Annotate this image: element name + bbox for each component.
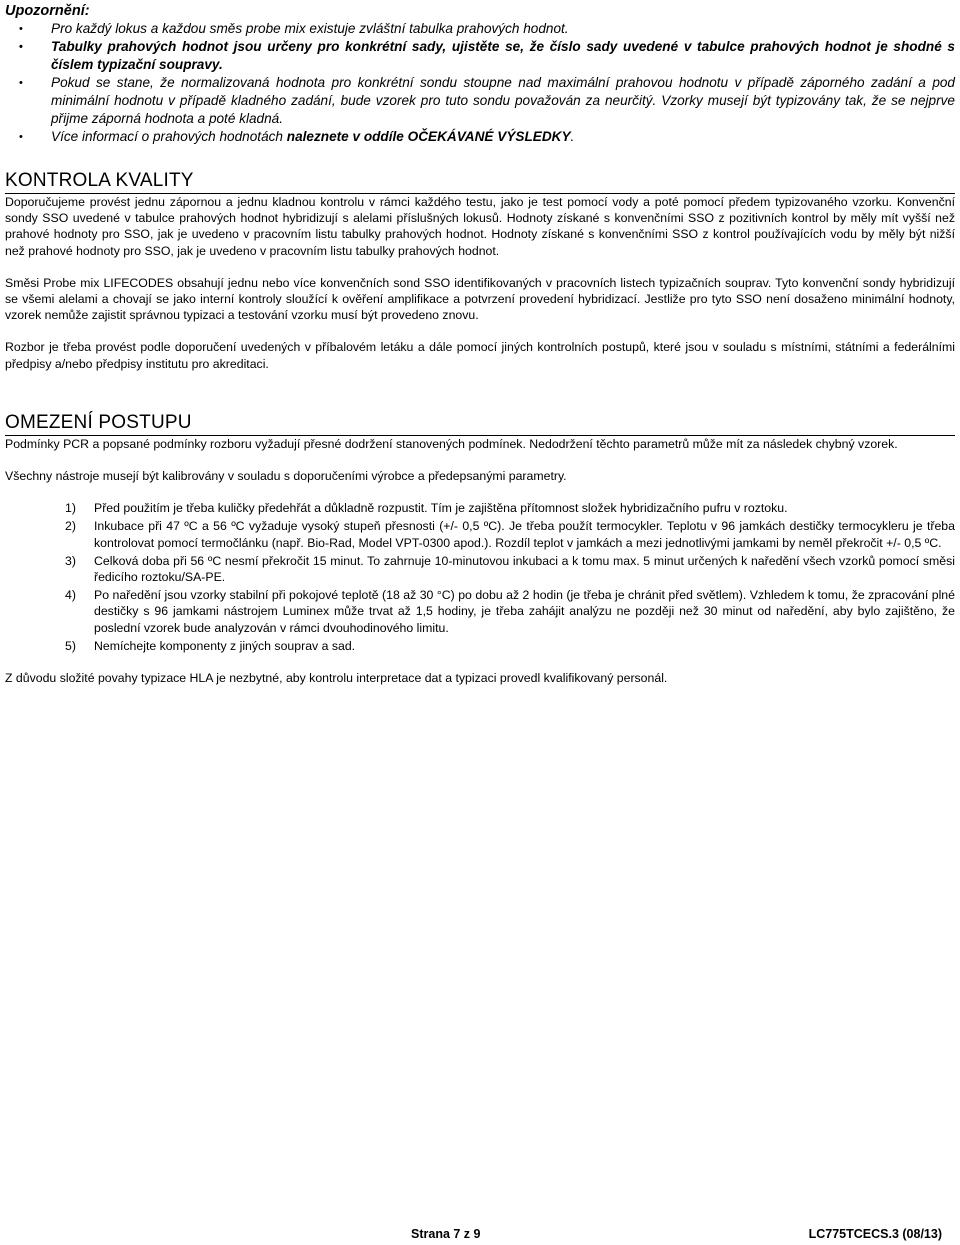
bullet-icon: • bbox=[19, 131, 23, 143]
notice-title: Upozornění: bbox=[5, 3, 90, 19]
paragraph: Doporučujeme provést jednu zápornou a jednu kladnou kontrolu v rámci každého testu, jako je test pomocí vody a poté pomocí předem typizovaného vzorku. Konvenční sondy SSO uvedené v tabulce prahových hodnot hybridizují s alelami příslušných lokusů. Hodnoty získané s konvenčními SSO z pozitivních kontrol by měly mít vyšší než prahové hodnoty pro SSO, jak je uvedeno v pracovním listu tabulky prahových hodnot. Hodnoty získané s konvenčními SSO z kontrol používajících vodu by měly být nižší než prahové hodnoty pro SSO, jak je uvedeno v pracovním listu tabulky prahových hodnot. bbox=[5, 195, 955, 258]
paragraph: Všechny nástroje musejí být kalibrovány v souladu s doporučeními výrobce a předepsanými parametry. bbox=[5, 469, 567, 484]
paragraph: Z důvodu složité povahy typizace HLA je nezbytné, aby kontrolu interpretace dat a typizaci provedl kvalifikovaný personál. bbox=[5, 671, 668, 686]
list-number: 5) bbox=[65, 638, 76, 653]
list-number: 4) bbox=[65, 588, 76, 603]
list-number: 1) bbox=[65, 501, 76, 516]
notice-list bbox=[5, 20, 955, 146]
list-item bbox=[5, 638, 955, 654]
list-text: Celková doba při 56 ºC nesmí překročit 15 minut. To zahrnuje 10-minutovou inkubaci a k tomu max. 5 minut určených k naředění všech vzorků pomocí směsi ředicího roztoku/SA-PE. bbox=[94, 553, 955, 585]
page-footer bbox=[0, 1227, 960, 1245]
notice-text: Pokud se stane, že normalizovaná hodnota pro konkrétní sondu stoupne nad maximální prahovou hodnotu v případě záporného zadání a pod minimální hodnotu v případě kladného zadání, bude vzorek pro tuto sondu považován za neurčitý. Vzorky musejí být typizovány tak, že se nejprve přijme záporná hodnota a poté kladná. bbox=[51, 75, 955, 126]
paragraph: Podmínky PCR a popsané podmínky rozboru vyžadují přesné dodržení stanovených podmínek. Nedodržení těchto parametrů může mít za následek chybný vzorek. bbox=[5, 436, 898, 451]
list-text: Před použitím je třeba kuličky předehřát a důkladně rozpustit. Tím je zajištěna přítomnost složek hybridizačního pufru v roztoku. bbox=[94, 501, 788, 516]
notice-text: Více informací o prahových hodnotách bbox=[51, 129, 287, 144]
list-text: Inkubace při 47 ºC a 56 ºC vyžaduje vysoký stupeň přesnosti (+/- 0,5 ºC). Je třeba použít termocykler. Teplotu v 96 jamkách destičky termocykleru je třeba kontrolovat pomocí termočlánku (např. Bio-Rad, Model VPT-0300 apod.). Rozdíl teplot v jamkách a mezi jednotlivými jamkami by neměl překročit +/- 0,5 ºC. bbox=[94, 519, 955, 550]
paragraph: Směsi Probe mix LIFECODES obsahují jednu nebo více konvenčních sond SSO identifikovaných v pracovních listech typizačních souprav. Tyto konvenční sondy hybridizují se všemi alelami a chovají se jako interní kontroly sloužící k ověření amplifikace a potvrzení provedení hybridizací. Jestliže pro tyto SSO není dosaženo minimální hodnoty, vzorek nemůže zajistit správnou typizaci a testování vzorku musí být provedeno znovu. bbox=[5, 275, 955, 323]
list-item bbox=[5, 500, 955, 516]
page-number: Strana 7 z 9 bbox=[411, 1227, 481, 1241]
notice-item bbox=[5, 20, 955, 38]
bullet-icon: • bbox=[19, 77, 23, 89]
list-number: 3) bbox=[65, 553, 76, 568]
section-heading-limitations: OMEZENÍ POSTUPU bbox=[5, 411, 955, 436]
notice-text-bold: naleznete v oddíle OČEKÁVANÉ VÝSLEDKY bbox=[286, 129, 571, 144]
list-item bbox=[5, 587, 955, 636]
steps-list bbox=[5, 500, 955, 654]
bullet-icon: • bbox=[19, 23, 23, 35]
list-item bbox=[5, 518, 955, 550]
notice-text: Pro každý lokus a každou směs probe mix existuje zvláštní tabulka prahových hodnot. bbox=[51, 21, 569, 36]
paragraph: Rozbor je třeba provést podle doporučení uvedených v příbalovém letáku a dále pomocí jiných kontrolních postupů, které jsou v souladu s místními, státními a federálními předpisy a/nebo předpisy institutu pro akreditaci. bbox=[5, 340, 955, 371]
notice-item bbox=[5, 74, 955, 128]
list-number: 2) bbox=[65, 519, 76, 534]
notice-text: Tabulky prahových hodnot jsou určeny pro konkrétní sady, ujistěte se, že číslo sady uvedené v tabulce prahových hodnot je shodné s číslem typizační soupravy. bbox=[51, 39, 955, 72]
list-item bbox=[5, 553, 955, 585]
section-heading-quality-control: KONTROLA KVALITY bbox=[5, 169, 955, 194]
bullet-icon: • bbox=[19, 41, 23, 53]
notice-item bbox=[5, 38, 955, 74]
document-page bbox=[5, 0, 955, 686]
list-text: Nemíchejte komponenty z jiných souprav a sad. bbox=[94, 638, 356, 653]
list-text: Po naředění jsou vzorky stabilní při pokojové teplotě (18 až 30 °C) po dobu až 2 hodin (je třeba je chránit před světlem). Vzhledem k tomu, že zpracování plné destičky s 96 jamkami nástrojem Luminex může trvat až 1,5 hodiny, je třeba zahájit analýzu ne později než 30 minut od naředění, aby bylo zajištěno, že poslední vzorek bude analyzován v rámci dvouhodinového limitu. bbox=[94, 588, 955, 635]
document-code: LC775TCECS.3 (08/13) bbox=[808, 1227, 942, 1241]
notice-text: . bbox=[570, 129, 575, 144]
notice-item bbox=[5, 128, 955, 146]
